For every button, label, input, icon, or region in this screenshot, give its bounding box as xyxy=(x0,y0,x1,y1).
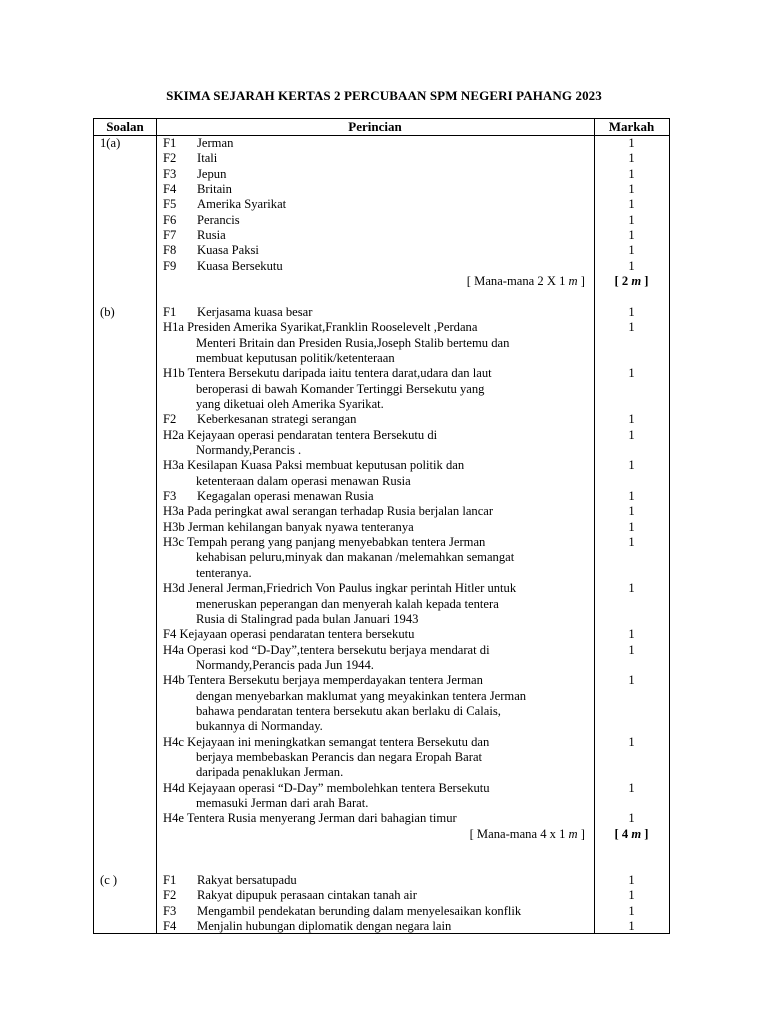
point-text: Menjalin hubungan diplomatik dengan negara lain xyxy=(197,918,452,933)
point-continuation: membuat keputusan politik/ketenteraan xyxy=(196,350,395,365)
question-number: 1(a) xyxy=(100,136,121,150)
table-row xyxy=(94,489,669,504)
point-line: H4b Tentera Bersekutu berjaya memperdayakan tentera Jerman xyxy=(163,673,483,688)
table-row xyxy=(94,627,669,642)
table-row xyxy=(94,919,669,934)
point-text: Kuasa Bersekutu xyxy=(197,258,283,273)
point-continuation: dengan menyebarkan maklumat yang meyakinkan tentera Jerman xyxy=(196,688,527,703)
table-row xyxy=(94,842,669,857)
table-row xyxy=(94,412,669,427)
table-row xyxy=(94,443,669,458)
table-row xyxy=(94,566,669,581)
table-row xyxy=(94,320,669,335)
point-code: F1 xyxy=(163,872,177,887)
header-soalan: Soalan xyxy=(106,119,144,134)
point-text: Rakyat dipupuk perasaan cintakan tanah air xyxy=(197,888,417,903)
point-code: F8 xyxy=(163,243,177,258)
point-continuation: yang diketuai oleh Amerika Syarikat. xyxy=(196,396,384,411)
point-code: F7 xyxy=(163,228,177,243)
point-code: F4 xyxy=(163,918,177,933)
mark-value: 1 xyxy=(628,811,635,826)
table-row xyxy=(94,857,669,872)
point-continuation: memasuki Jerman dari arah Barat. xyxy=(196,796,369,811)
table-row xyxy=(94,228,669,243)
document-title: SKIMA SEJARAH KERTAS 2 PERCUBAAN SPM NEGERI PAHANG 2023 xyxy=(166,88,602,103)
point-line: F4 Kejayaan operasi pendaratan tentera bersekutu xyxy=(163,627,415,642)
point-code: F2 xyxy=(163,151,177,166)
mark-value: 1 xyxy=(628,304,635,319)
table-row xyxy=(94,781,669,796)
point-text: Kuasa Paksi xyxy=(197,243,259,258)
mark-value: 1 xyxy=(628,504,635,519)
point-line: H1b Tentera Bersekutu daripada iaitu tentera darat,udara dan laut xyxy=(163,366,492,381)
table-row xyxy=(94,612,669,627)
question-number: (c ) xyxy=(100,872,118,887)
point-line: H2a Kejayaan operasi pendaratan tentera Bersekutu di xyxy=(163,427,438,442)
mark-value: 1 xyxy=(628,182,635,197)
table-row xyxy=(94,474,669,489)
table-row xyxy=(94,458,669,473)
table-row xyxy=(94,873,669,888)
point-text: Kegagalan operasi menawan Rusia xyxy=(197,489,374,504)
table-row xyxy=(94,811,669,826)
table-row xyxy=(94,182,669,197)
point-text: Keberkesanan strategi serangan xyxy=(197,412,357,427)
mark-value: 1 xyxy=(628,780,635,795)
point-text: Itali xyxy=(197,151,218,166)
mark-value: 1 xyxy=(628,581,635,596)
point-continuation: daripada penaklukan Jerman. xyxy=(196,765,344,780)
point-code: F6 xyxy=(163,212,177,227)
table-row xyxy=(94,243,669,258)
point-line: H3b Jerman kehilangan banyak nyawa tenteranya xyxy=(163,519,414,534)
table-row xyxy=(94,351,669,366)
table-row xyxy=(94,504,669,519)
table-row xyxy=(94,151,669,166)
table-row xyxy=(94,719,669,734)
point-continuation: berjaya membebaskan Perancis dan negara Eropah Barat xyxy=(196,750,483,764)
mark-value: 1 xyxy=(628,519,635,534)
point-line: H3a Kesilapan Kuasa Paksi membuat keputusan politik dan xyxy=(163,458,465,473)
mark-value: 1 xyxy=(628,366,635,381)
table-row xyxy=(94,259,669,274)
table-row xyxy=(94,397,669,412)
table-row xyxy=(94,673,669,688)
point-line: H4a Operasi kod “D-Day”,tentera bersekutu berjaya mendarat di xyxy=(163,642,490,657)
marking-scheme-table xyxy=(93,118,670,934)
table-row xyxy=(94,904,669,919)
table-row xyxy=(94,290,669,305)
mark-value: 1 xyxy=(628,243,635,258)
point-continuation: Rusia di Stalingrad pada bulan Januari 1943 xyxy=(196,611,419,626)
mark-value: 1 xyxy=(628,197,635,212)
table-row xyxy=(94,428,669,443)
point-continuation: kehabisan peluru,minyak dan makanan /melemahkan semangat xyxy=(196,550,515,565)
point-line: H1a Presiden Amerika Syarikat,Franklin Rooselevelt ,Perdana xyxy=(163,320,478,335)
point-continuation: bahawa pendaratan tentera bersekutu akan berlaku di Calais, xyxy=(196,703,501,718)
marks-summary: [ Mana-mana 4 x 1 m ] xyxy=(469,826,585,841)
point-code: F4 xyxy=(163,182,177,197)
point-code: F1 xyxy=(163,136,177,150)
point-continuation: Normandy,Perancis pada Jun 1944. xyxy=(196,657,374,672)
point-code: F2 xyxy=(163,888,177,903)
point-continuation: bukannya di Normanday. xyxy=(196,719,323,734)
header-markah: Markah xyxy=(608,119,655,134)
point-line: H4d Kejayaan operasi “D-Day” membolehkan tentera Bersekutu xyxy=(163,780,490,795)
table-row xyxy=(94,643,669,658)
mark-value: [ 4 m ] xyxy=(614,826,649,841)
table-header xyxy=(94,119,669,136)
point-line: H3c Tempah perang yang panjang menyebabkan tentera Jerman xyxy=(163,535,486,550)
mark-value: 1 xyxy=(628,627,635,642)
mark-value: 1 xyxy=(628,412,635,427)
mark-value: 1 xyxy=(628,888,635,903)
table-row xyxy=(94,735,669,750)
table-row xyxy=(94,888,669,903)
table-row xyxy=(94,305,669,320)
table-row xyxy=(94,796,669,811)
mark-value: 1 xyxy=(628,228,635,243)
point-continuation: Menteri Britain dan Presiden Rusia,Joseph Stalib bertemu dan xyxy=(196,335,510,350)
mark-value: 1 xyxy=(628,427,635,442)
mark-value: 1 xyxy=(628,212,635,227)
point-text: Rakyat bersatupadu xyxy=(197,872,297,887)
mark-value: 1 xyxy=(628,918,635,933)
mark-value: 1 xyxy=(628,872,635,887)
table-row xyxy=(94,765,669,780)
point-code: F3 xyxy=(163,903,177,918)
mark-value: 1 xyxy=(628,151,635,166)
point-text: Amerika Syarikat xyxy=(197,197,287,212)
mark-value: 1 xyxy=(628,166,635,181)
mark-value: 1 xyxy=(628,258,635,273)
point-continuation: Normandy,Perancis . xyxy=(196,443,302,457)
table-row xyxy=(94,597,669,612)
header-perincian: Perincian xyxy=(348,119,402,134)
table-row xyxy=(94,750,669,765)
mark-value: 1 xyxy=(628,535,635,550)
point-continuation: beroperasi di bawah Komander Tertinggi Bersekutu yang xyxy=(196,381,485,396)
point-code: F9 xyxy=(163,258,177,273)
mark-value: 1 xyxy=(628,489,635,504)
table-row xyxy=(94,213,669,228)
point-line: H4c Kejayaan ini meningkatkan semangat tentera Bersekutu dan xyxy=(163,734,490,749)
point-text: Rusia xyxy=(197,228,226,243)
point-text: Kerjasama kuasa besar xyxy=(197,304,313,319)
table-row xyxy=(94,689,669,704)
table-row xyxy=(94,581,669,596)
table-row xyxy=(94,658,669,673)
point-continuation: tenteranya. xyxy=(196,565,252,580)
table-row xyxy=(94,366,669,381)
point-text: Britain xyxy=(197,182,232,197)
point-code: F1 xyxy=(163,304,177,319)
mark-value: [ 2 m ] xyxy=(614,274,649,289)
point-code: F5 xyxy=(163,197,177,212)
point-line: H4e Tentera Rusia menyerang Jerman dari bahagian timur xyxy=(163,811,457,826)
mark-value: 1 xyxy=(628,903,635,918)
table-row xyxy=(94,167,669,182)
point-text: Jepun xyxy=(197,166,227,181)
point-text: Mengambil pendekatan berunding dalam menyelesaikan konflik xyxy=(197,903,522,918)
point-line: H3d Jeneral Jerman,Friedrich Von Paulus ingkar perintah Hitler untuk xyxy=(163,581,517,596)
table-row xyxy=(94,274,669,289)
point-continuation: meneruskan peperangan dan menyerah kalah kepada tentera xyxy=(196,596,499,611)
point-code: F2 xyxy=(163,412,177,427)
mark-value: 1 xyxy=(628,734,635,749)
point-continuation: ketenteraan dalam operasi menawan Rusia xyxy=(196,473,411,488)
table-row xyxy=(94,535,669,550)
point-text: Perancis xyxy=(197,212,240,227)
question-number: (b) xyxy=(100,304,115,319)
table-row xyxy=(94,197,669,212)
point-code: F3 xyxy=(163,166,177,181)
marks-summary: [ Mana-mana 2 X 1 m ] xyxy=(466,274,585,289)
table-row xyxy=(94,550,669,565)
table-row xyxy=(94,136,669,151)
mark-value: 1 xyxy=(628,673,635,688)
table-row xyxy=(94,382,669,397)
table-row xyxy=(94,827,669,842)
mark-value: 1 xyxy=(628,642,635,657)
mark-value: 1 xyxy=(628,136,635,150)
mark-value: 1 xyxy=(628,320,635,335)
point-code: F3 xyxy=(163,489,177,504)
table-row xyxy=(94,704,669,719)
point-text: Jerman xyxy=(197,136,234,150)
point-line: H3a Pada peringkat awal serangan terhadap Rusia berjalan lancar xyxy=(163,504,494,519)
table-row xyxy=(94,520,669,535)
table-row xyxy=(94,336,669,351)
mark-value: 1 xyxy=(628,458,635,473)
